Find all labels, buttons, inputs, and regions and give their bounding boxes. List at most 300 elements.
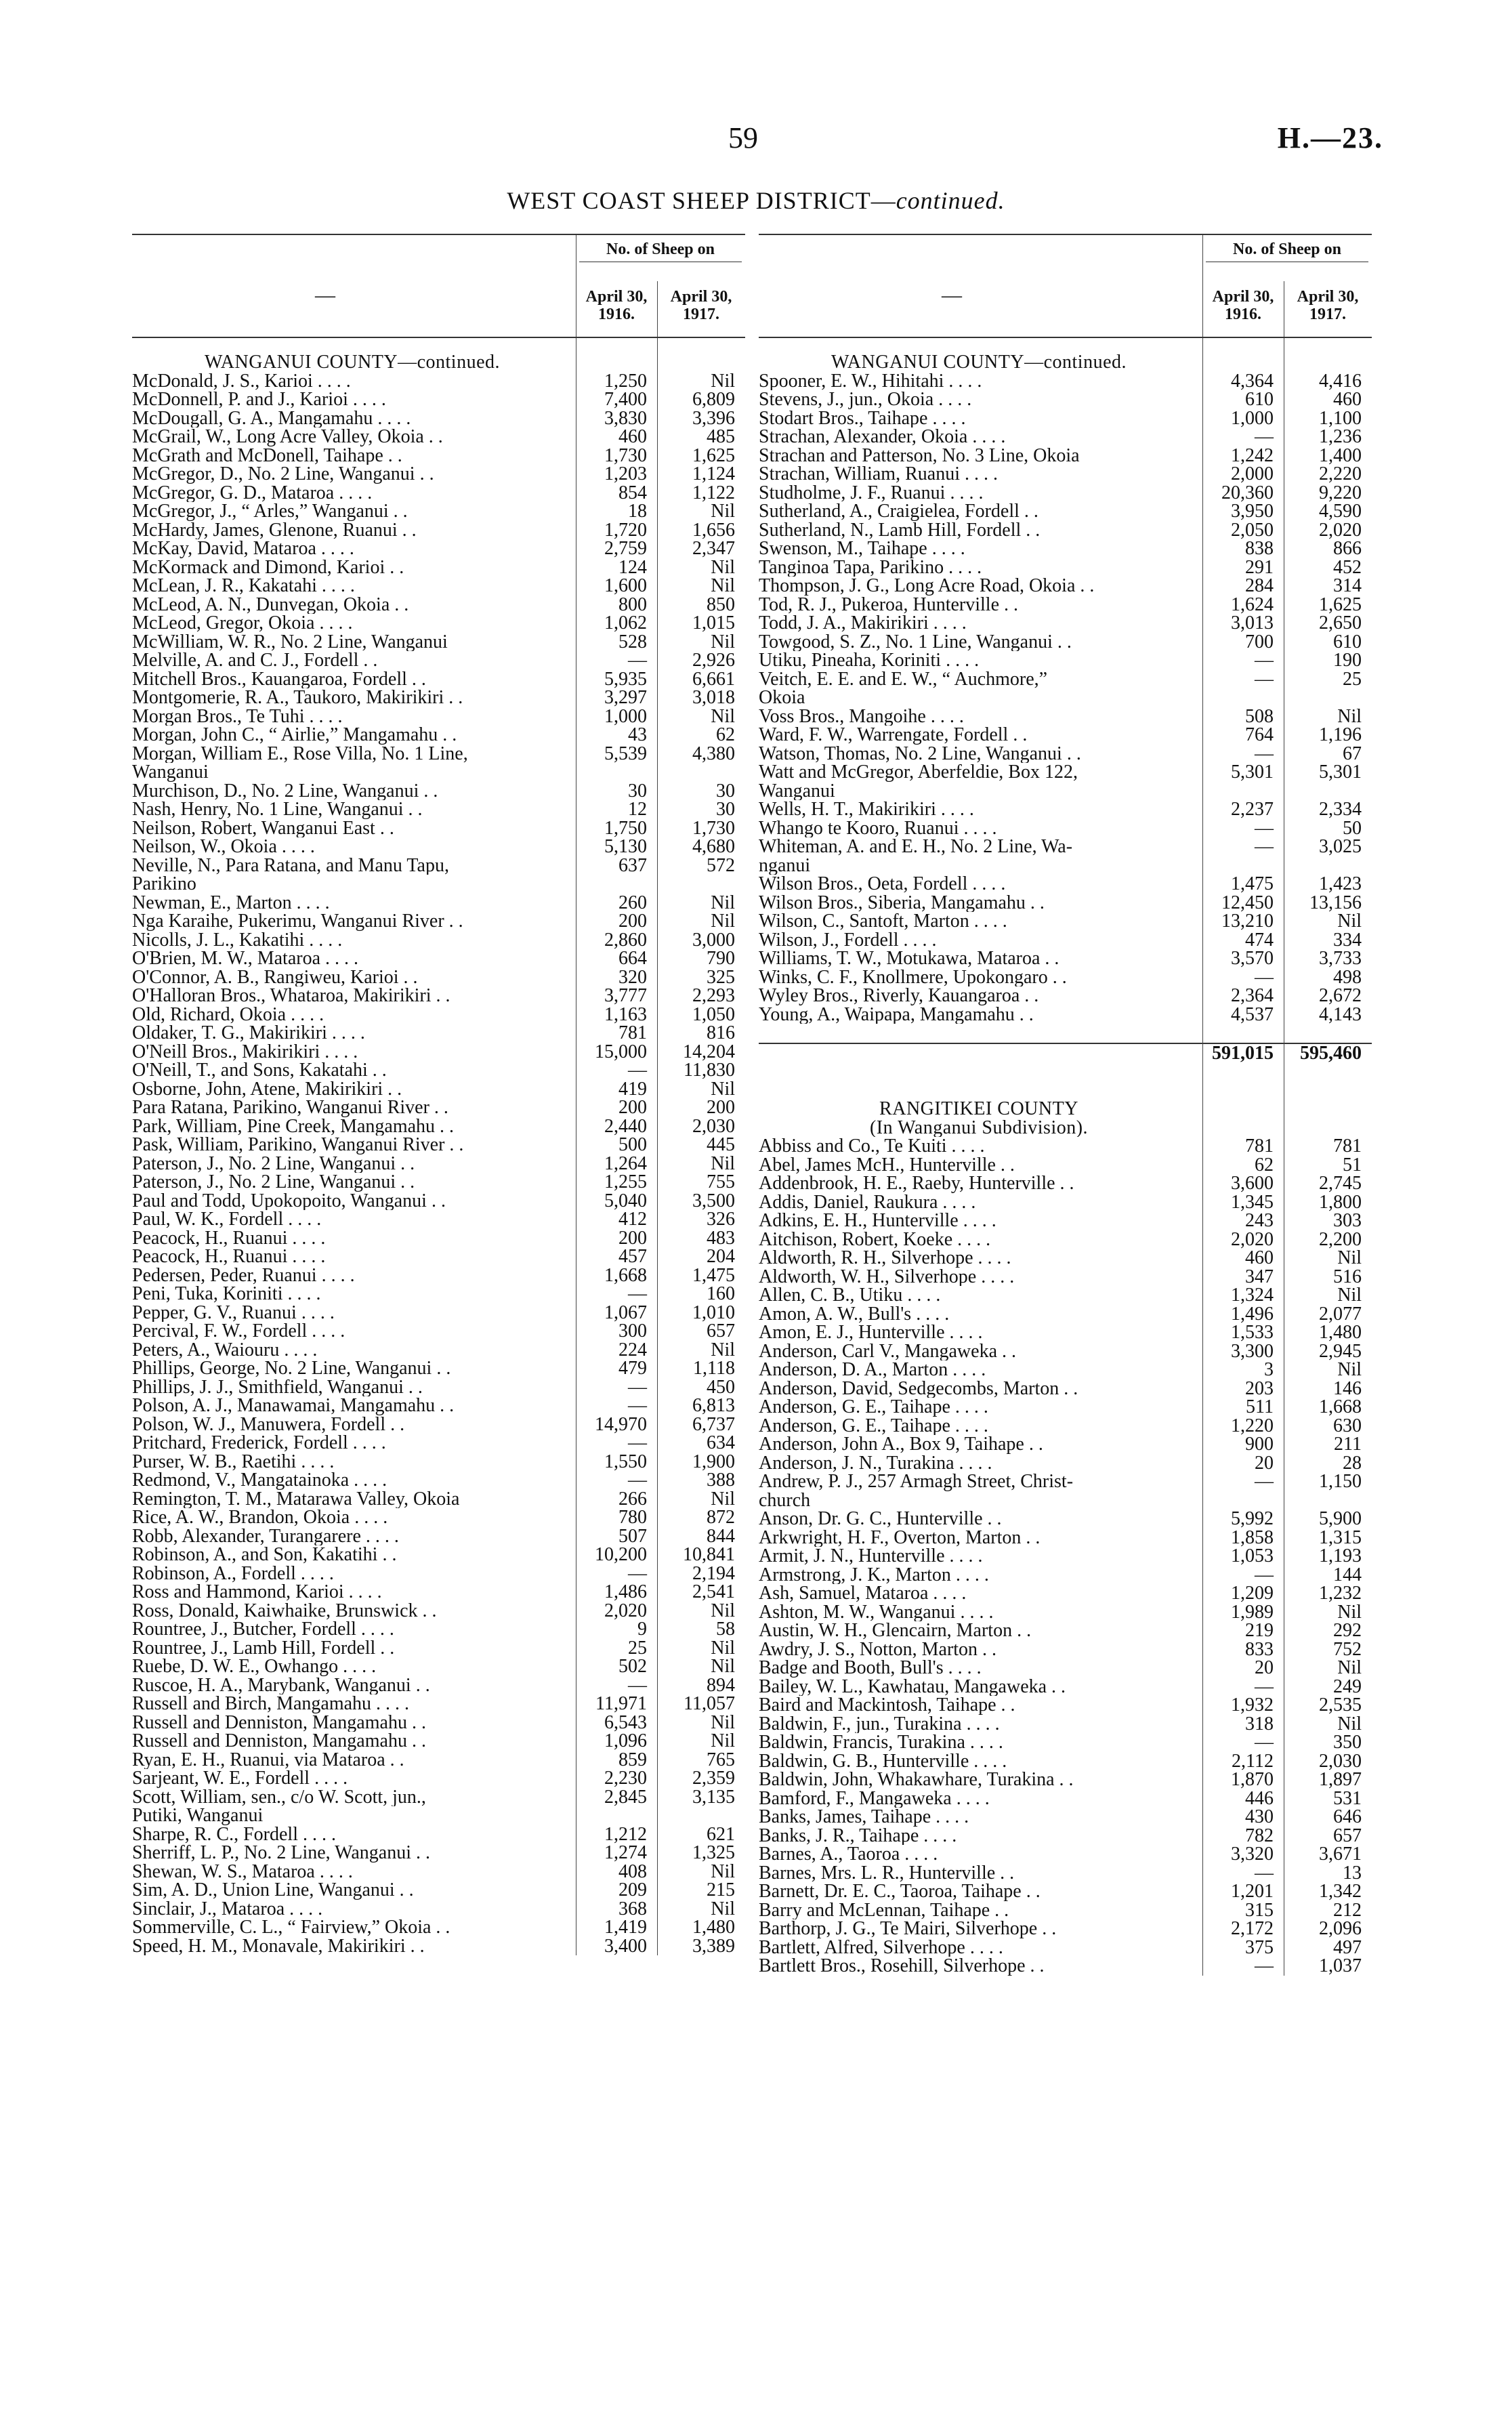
table-row <box>132 968 745 987</box>
table-row <box>759 1640 1372 1659</box>
count-1917-cell: 1,050 <box>692 1003 735 1025</box>
name-cell: Polson, A. J., Manawamai, Mangamahu . . <box>132 1396 455 1415</box>
count-1917-cell: 212 <box>1333 1899 1362 1921</box>
count-1917-cell <box>1280 1081 1366 1100</box>
count-1916-cell: 3,300 <box>1231 1340 1274 1362</box>
count-1916-cell: 1,870 <box>1231 1769 1274 1790</box>
name-cell: RANGITIKEI COUNTY <box>879 1100 1078 1119</box>
table-row <box>132 1769 745 1788</box>
count-1917-cell: 50 <box>1343 817 1362 839</box>
table-row <box>132 428 745 446</box>
count-1916-cell: 781 <box>618 1022 647 1043</box>
table-row <box>759 521 1372 540</box>
table-row <box>132 1266 745 1285</box>
table-row <box>132 1545 745 1564</box>
name-cell: Shewan, W. S., Mataroa . . . . <box>132 1862 353 1881</box>
name-cell: Adkins, E. H., Hunterville . . . . <box>759 1211 996 1230</box>
table-row <box>132 837 745 856</box>
table-row <box>759 1062 1372 1081</box>
table-row <box>759 1845 1372 1864</box>
table-row <box>759 1211 1372 1230</box>
table-row <box>132 521 745 540</box>
count-1916-cell: 1,345 <box>1231 1191 1274 1213</box>
count-1917-cell: 9,220 <box>1319 482 1362 503</box>
table-row <box>759 894 1372 913</box>
count-1916-cell: 780 <box>618 1507 647 1528</box>
count-1917-cell: 1,475 <box>692 1264 735 1286</box>
table-row <box>759 465 1372 484</box>
count-1917-cell: 2,020 <box>1319 519 1362 541</box>
count-1917-cell: Nil <box>1337 1247 1362 1268</box>
count-1917-cell: 2,672 <box>1319 985 1362 1006</box>
count-1917-cell: 1,325 <box>692 1842 735 1863</box>
name-cell: McKay, David, Mataroa . . . . <box>132 539 354 558</box>
name-cell: Todd, J. A., Makirikiri . . . . <box>759 614 967 633</box>
count-1917-cell: 450 <box>707 1376 735 1398</box>
count-1917-cell: 3,018 <box>692 687 735 708</box>
count-1917-cell: 765 <box>707 1749 735 1770</box>
table-row <box>759 1268 1372 1287</box>
table-row <box>132 1471 745 1490</box>
table-row <box>132 484 745 503</box>
table-row <box>132 707 745 726</box>
name-cell: Polson, W. J., Manuwera, Fordell . . <box>132 1415 405 1434</box>
table-row <box>759 558 1372 577</box>
count-1916-cell: 1,475 <box>1231 873 1274 894</box>
table-row <box>132 1453 745 1472</box>
count-1916-cell: — <box>1255 1732 1274 1753</box>
count-1916-cell: 5,301 <box>1231 762 1274 783</box>
table-row <box>759 875 1372 894</box>
name-cell: Anson, Dr. G. C., Hunterville . . <box>759 1510 1002 1529</box>
table-row <box>759 502 1372 521</box>
table-row <box>132 372 745 391</box>
name-cell: Ward, F. W., Warrengate, Fordell . . <box>759 726 1028 745</box>
count-1917-cell: 62 <box>716 724 735 745</box>
count-1916-cell: 700 <box>1245 631 1274 652</box>
count-1916-cell: 260 <box>618 892 647 913</box>
count-1917-cell: 13,156 <box>1309 892 1362 913</box>
table-row <box>132 1415 745 1434</box>
table-row <box>759 1919 1372 1938</box>
table-row <box>759 372 1372 391</box>
count-1916-cell: 3,830 <box>604 407 647 429</box>
table-row <box>759 912 1372 931</box>
count-1917-cell <box>1280 1491 1366 1510</box>
count-1916-cell <box>1199 782 1280 801</box>
table-row <box>132 1825 745 1844</box>
name-cell: Rountree, J., Butcher, Fordell . . . . <box>132 1620 394 1639</box>
count-1917-cell: 1,480 <box>1319 1322 1362 1343</box>
table-row <box>132 1881 745 1900</box>
table-row <box>132 894 745 913</box>
name-cell: Baldwin, John, Whakawhare, Turakina . . <box>759 1770 1074 1789</box>
count-1916-cell: 1,220 <box>1231 1415 1274 1436</box>
table-row <box>759 1566 1372 1585</box>
count-1916-cell: 1,624 <box>1231 594 1274 615</box>
table-row <box>759 1715 1372 1734</box>
count-1917-cell: 1,668 <box>1319 1396 1362 1417</box>
total-row <box>759 1043 1372 1063</box>
count-1917-cell: 498 <box>1333 966 1362 988</box>
table-row <box>132 651 745 670</box>
table-row <box>132 1844 745 1863</box>
count-1917-cell: 11,830 <box>684 1060 735 1081</box>
table-row <box>132 1751 745 1770</box>
count-1916-cell: 1,062 <box>604 612 647 633</box>
name-cell: Young, A., Waipapa, Mangamahu . . <box>759 1005 1034 1024</box>
name-cell: Sim, A. D., Union Line, Wanganui . . <box>132 1881 414 1900</box>
count-1916-cell: 2,230 <box>604 1768 647 1789</box>
count-1916-cell: — <box>1255 426 1274 447</box>
count-1917-cell: Nil <box>711 1730 735 1751</box>
table-row <box>132 1229 745 1248</box>
count-1916-cell: 474 <box>1245 929 1274 951</box>
name-cell: Whiteman, A. and E. H., No. 2 Line, Wa- <box>759 837 1073 856</box>
count-1917-cell: Nil <box>1337 1285 1362 1306</box>
table-row <box>132 1247 745 1266</box>
count-1917-cell: Nil <box>711 911 735 932</box>
count-1916-cell: 2,000 <box>1231 463 1274 484</box>
table-row <box>759 688 1372 707</box>
table-row <box>759 782 1372 801</box>
table-row <box>759 1342 1372 1361</box>
name-cell: Bailey, W. L., Kawhatau, Mangaweka . . <box>759 1677 1066 1696</box>
name-cell: McGrail, W., Long Acre Valley, Okoia . . <box>132 428 443 446</box>
name-cell: Mitchell Bros., Kauangaroa, Fordell . . <box>132 669 426 688</box>
name-cell: O'Brien, M. W., Mataroa . . . . <box>132 949 359 968</box>
table-row <box>132 931 745 950</box>
count-1917-cell: Nil <box>1337 1657 1362 1678</box>
count-1917-cell: 1,800 <box>1319 1191 1362 1213</box>
name-cell: Pedersen, Peder, Ruanui . . . . <box>132 1266 355 1285</box>
count-1917-cell: 10,841 <box>683 1544 735 1565</box>
count-1916-cell: 318 <box>1245 1713 1274 1734</box>
count-1916-cell: 1,250 <box>604 370 647 392</box>
count-1916-cell: 5,992 <box>1231 1508 1274 1529</box>
count-1917-cell: 646 <box>1333 1806 1362 1827</box>
count-1916-cell: 419 <box>618 1078 647 1100</box>
table-row <box>759 1770 1372 1789</box>
left-table <box>132 234 745 1955</box>
name-cell: Thompson, J. G., Long Acre Road, Okoia . . <box>759 577 1095 596</box>
name-cell: McHardy, James, Glenone, Ruanui . . <box>132 520 417 539</box>
count-1917-cell: 1,625 <box>692 444 735 466</box>
count-1917-cell: 4,590 <box>1319 501 1362 522</box>
table-row <box>759 1789 1372 1808</box>
count-1916-cell: 1,600 <box>604 575 647 596</box>
count-1917-cell: 2,293 <box>692 985 735 1006</box>
count-1917-cell: 2,945 <box>1319 1340 1362 1362</box>
table-row <box>132 670 745 689</box>
table-row <box>132 949 745 968</box>
table-row <box>759 409 1372 428</box>
count-1917-cell: 2,535 <box>1319 1694 1362 1715</box>
table-row <box>132 856 745 875</box>
count-1916-cell: 124 <box>618 556 647 578</box>
table-row <box>759 1659 1372 1678</box>
table-row <box>132 1900 745 1919</box>
name-cell: Wanganui <box>132 763 209 782</box>
count-1917-cell: 6,809 <box>692 389 735 410</box>
table-row <box>132 1098 745 1117</box>
count-1917-cell: 850 <box>707 594 735 615</box>
name-cell: Barnes, Mrs. L. R., Hunterville . . <box>759 1863 1015 1882</box>
count-1916-cell: 3,320 <box>1231 1844 1274 1865</box>
name-cell: Veitch, E. E. and E. W., “ Auchmore,” <box>759 669 1048 688</box>
right-table <box>759 234 1372 1976</box>
page-number: 59 <box>728 121 758 154</box>
count-1917-cell: Nil <box>711 1600 735 1621</box>
table-row <box>759 931 1372 950</box>
table-row <box>132 986 745 1005</box>
count-1917-cell: Nil <box>1337 1601 1362 1623</box>
table-row <box>132 726 745 745</box>
count-1916-cell: 446 <box>1245 1787 1274 1809</box>
name-cell: Anderson, John A., Box 9, Taihape . . <box>759 1435 1043 1454</box>
table-row <box>132 596 745 615</box>
count-1917-cell: Nil <box>1337 1713 1362 1734</box>
name-cell: Abbiss and Co., Te Kuiti . . . . <box>759 1137 985 1156</box>
count-1916-cell: 2,364 <box>1231 985 1274 1006</box>
col-1916-header: April 30, 1916. <box>585 288 648 323</box>
table-row <box>759 1024 1372 1043</box>
count-1917-cell: Nil <box>711 575 735 596</box>
count-1916-cell: 591,015 <box>1212 1042 1274 1064</box>
name-cell: Sinclair, J., Mataroa . . . . <box>132 1899 323 1918</box>
count-1917-cell: 51 <box>1343 1154 1362 1176</box>
table-row <box>132 614 745 633</box>
count-1916-cell: 10,200 <box>595 1544 647 1565</box>
name-cell: Swenson, M., Taihape . . . . <box>759 539 965 558</box>
table-row <box>132 1024 745 1043</box>
count-1917-cell: Nil <box>1337 705 1362 727</box>
table-row <box>132 1527 745 1546</box>
table-row <box>132 1583 745 1602</box>
count-1916-cell: — <box>628 1470 647 1491</box>
count-1916-cell: 528 <box>618 631 647 652</box>
table-row <box>132 1005 745 1024</box>
count-1916-cell: 368 <box>618 1898 647 1919</box>
table-row <box>759 1005 1372 1024</box>
count-1917-cell: 1,015 <box>692 612 735 633</box>
count-1916-cell: 6,543 <box>604 1711 647 1733</box>
name-cell: Nicolls, J. L., Kakatihi . . . . <box>132 930 343 949</box>
count-1917-cell: Nil <box>1337 911 1362 932</box>
count-1917-cell: 2,541 <box>692 1581 735 1602</box>
count-1917-cell: 2,200 <box>1319 1228 1362 1250</box>
name-cell: Baldwin, Francis, Turakina . . . . <box>759 1733 1003 1752</box>
count-1917-cell: 204 <box>707 1246 735 1267</box>
name-cell: Aitchison, Robert, Koeke . . . . <box>759 1230 991 1249</box>
table-row <box>759 968 1372 987</box>
count-1917-cell <box>1280 1119 1366 1138</box>
count-1917-cell <box>1280 856 1366 875</box>
count-1916-cell: — <box>1255 817 1274 839</box>
table-row <box>759 1603 1372 1622</box>
count-1916-cell: 3,600 <box>1231 1173 1274 1194</box>
count-1917-cell: 25 <box>1343 668 1362 690</box>
left-table-body <box>132 338 745 1955</box>
count-1917-cell: 872 <box>707 1507 735 1528</box>
count-1917-cell: Nil <box>711 1339 735 1360</box>
table-row <box>759 1454 1372 1473</box>
count-1916-cell: 2,860 <box>604 929 647 951</box>
table-row <box>759 1827 1372 1846</box>
name-cell: Amon, E. J., Hunterville . . . . <box>759 1323 983 1342</box>
name-cell: Armstrong, J. K., Marton . . . . <box>759 1565 989 1584</box>
count-1916-cell: — <box>628 1376 647 1398</box>
name-cell: Whango te Kooro, Ruanui . . . . <box>759 818 997 837</box>
count-1917-cell: Nil <box>711 501 735 522</box>
count-1917-cell: 1,150 <box>1319 1471 1362 1492</box>
name-cell: WANGANUI COUNTY—continued. <box>831 353 1127 372</box>
name-cell: Neilson, W., Okoia . . . . <box>132 837 315 856</box>
name-cell: Ash, Samuel, Mataroa . . . . <box>759 1584 967 1603</box>
name-cell: Park, William, Pine Creek, Mangamahu . . <box>132 1117 455 1136</box>
right-rows <box>759 353 1372 1976</box>
count-1917-cell: 894 <box>707 1674 735 1696</box>
count-1916-cell: 20 <box>1255 1657 1274 1678</box>
count-1916-cell: 1,419 <box>604 1917 647 1938</box>
table-row <box>132 1378 745 1397</box>
count-1916-cell: 43 <box>628 724 647 745</box>
count-1916-cell: 1,274 <box>604 1842 647 1863</box>
table-row <box>132 819 745 838</box>
count-1916-cell: — <box>1255 1862 1274 1884</box>
name-cell: Putiki, Wanganui <box>132 1806 264 1825</box>
count-1916-cell: 200 <box>618 1097 647 1118</box>
table-row <box>132 633 745 652</box>
count-1916-cell: 1,096 <box>604 1730 647 1751</box>
name-cell: McLeod, A. N., Dunvegan, Okoia . . <box>132 595 409 614</box>
name-cell: Ruebe, D. W. E., Owhango . . . . <box>132 1657 377 1676</box>
count-1917-cell <box>1280 1024 1366 1043</box>
table-row <box>759 1938 1372 1957</box>
count-1916-cell: 1,053 <box>1231 1545 1274 1566</box>
name-cell: O'Connor, A. B., Rangiweu, Karioi . . <box>132 968 418 986</box>
count-1917-cell: 303 <box>1333 1210 1362 1231</box>
count-1917-cell: 1,625 <box>1319 594 1362 615</box>
count-1916-cell: 3,297 <box>604 687 647 708</box>
name-cell: Rice, A. W., Brandon, Okoia . . . . <box>132 1508 388 1527</box>
name-cell: Tod, R. J., Pukeroa, Hunterville . . <box>759 595 1018 614</box>
table-row <box>759 763 1372 782</box>
table-row <box>132 1490 745 1509</box>
count-1917-cell: 2,030 <box>692 1115 735 1137</box>
name-cell: Anderson, D. A., Marton . . . . <box>759 1360 986 1379</box>
count-1917-cell: 816 <box>707 1022 735 1043</box>
count-1916-cell: 479 <box>618 1358 647 1379</box>
table-row <box>132 502 745 521</box>
count-1917-cell: 215 <box>707 1879 735 1900</box>
count-1917-cell: 2,077 <box>1319 1303 1362 1325</box>
count-1916-cell: 209 <box>618 1879 647 1900</box>
count-1917-cell: 2,194 <box>692 1562 735 1584</box>
section-heading <box>132 353 745 372</box>
table-row <box>759 745 1372 764</box>
name-cell: Amon, A. W., Bull's . . . . <box>759 1304 950 1323</box>
table-row <box>132 1192 745 1211</box>
count-1916-cell: 9 <box>637 1619 647 1640</box>
count-1916-cell: 1,255 <box>604 1171 647 1192</box>
name-cell: Voss Bros., Mangoihe . . . . <box>759 707 964 726</box>
name-cell: Spooner, E. W., Hihitahi . . . . <box>759 371 982 390</box>
name-cell: Okoia <box>759 688 805 707</box>
count-1917-cell: 28 <box>1343 1452 1362 1474</box>
name-cell: Pritchard, Frederick, Fordell . . . . <box>132 1434 386 1453</box>
name-cell: Aldworth, R. H., Silverhope . . . . <box>759 1249 1011 1268</box>
name-cell: Strachan, William, Ruanui . . . . <box>759 465 998 484</box>
name-cell: Bartlett, Alfred, Silverhope . . . . <box>759 1938 1003 1957</box>
count-1917-cell: Nil <box>711 1898 735 1919</box>
count-1916-cell: 13,210 <box>1221 911 1274 932</box>
table-row <box>759 539 1372 558</box>
name-cell: Phillips, George, No. 2 Line, Wanganui . . <box>132 1359 451 1378</box>
table-row <box>759 1323 1372 1342</box>
section-heading <box>759 1100 1372 1119</box>
count-1916-cell: 511 <box>1246 1396 1274 1417</box>
count-1917-cell: 1,232 <box>1319 1583 1362 1604</box>
count-1917-cell: 497 <box>1333 1936 1362 1958</box>
name-cell: McDougall, G. A., Mangamahu . . . . <box>132 409 411 428</box>
name-cell: McDonnell, P. and J., Karioi . . . . <box>132 390 386 409</box>
table-row <box>759 1230 1372 1249</box>
table-row <box>132 1937 745 1956</box>
count-1916-cell: 833 <box>1245 1638 1274 1660</box>
table-row <box>132 782 745 801</box>
table-row <box>759 1137 1372 1156</box>
count-1917-cell: 1,400 <box>1319 444 1362 466</box>
count-1916-cell: 5,130 <box>604 836 647 857</box>
table-row <box>132 1396 745 1415</box>
name-cell: Osborne, John, Atene, Makirikiri . . <box>132 1079 402 1098</box>
table-row <box>759 1398 1372 1417</box>
name-cell: Robb, Alexander, Turangarere . . . . <box>132 1526 399 1545</box>
name-cell: McLean, J. R., Kakatahi . . . . <box>132 577 355 596</box>
count-1916-cell: 15,000 <box>595 1041 647 1062</box>
count-1916-cell: — <box>628 1674 647 1696</box>
count-1916-cell: 7,400 <box>604 389 647 410</box>
table-row <box>132 446 745 465</box>
table-row <box>132 800 745 819</box>
table-row <box>759 1417 1372 1436</box>
name-cell: Sarjeant, W. E., Fordell . . . . <box>132 1769 348 1788</box>
name-cell: O'Neill, T., and Sons, Kakatahi . . <box>132 1061 387 1080</box>
count-1917-cell: 781 <box>1333 1136 1362 1157</box>
count-1916-cell: 1,203 <box>604 463 647 484</box>
count-1917-cell: 144 <box>1333 1564 1362 1585</box>
name-cell: Watson, Thomas, No. 2 Line, Wanganui . . <box>759 744 1081 763</box>
count-1917-cell: 11,057 <box>684 1693 735 1714</box>
count-1917-cell: 334 <box>1333 929 1362 951</box>
count-1916-cell: 781 <box>1245 1136 1274 1157</box>
count-1916-cell: 637 <box>618 854 647 876</box>
name-cell: Redmond, V., Mangatainoka . . . . <box>132 1471 387 1490</box>
right-table-body <box>759 338 1372 1976</box>
name-cell: Barry and McLennan, Taihape . . <box>759 1900 1009 1919</box>
count-1916-cell: 1,000 <box>1231 407 1274 429</box>
name-cell: Neville, N., Para Ratana, and Manu Tapu, <box>132 856 449 875</box>
name-cell: Wilson Bros., Oeta, Fordell . . . . <box>759 875 1006 894</box>
name-cell: Wyley Bros., Riverly, Kauangaroa . . <box>759 986 1039 1005</box>
name-cell: church <box>759 1491 811 1510</box>
count-1916-cell: 4,537 <box>1231 1003 1274 1025</box>
count-1917-cell <box>1280 1100 1366 1119</box>
name-cell: nganui <box>759 856 811 875</box>
table-row <box>132 1788 745 1807</box>
count-1917-cell: 1,342 <box>1319 1881 1362 1902</box>
